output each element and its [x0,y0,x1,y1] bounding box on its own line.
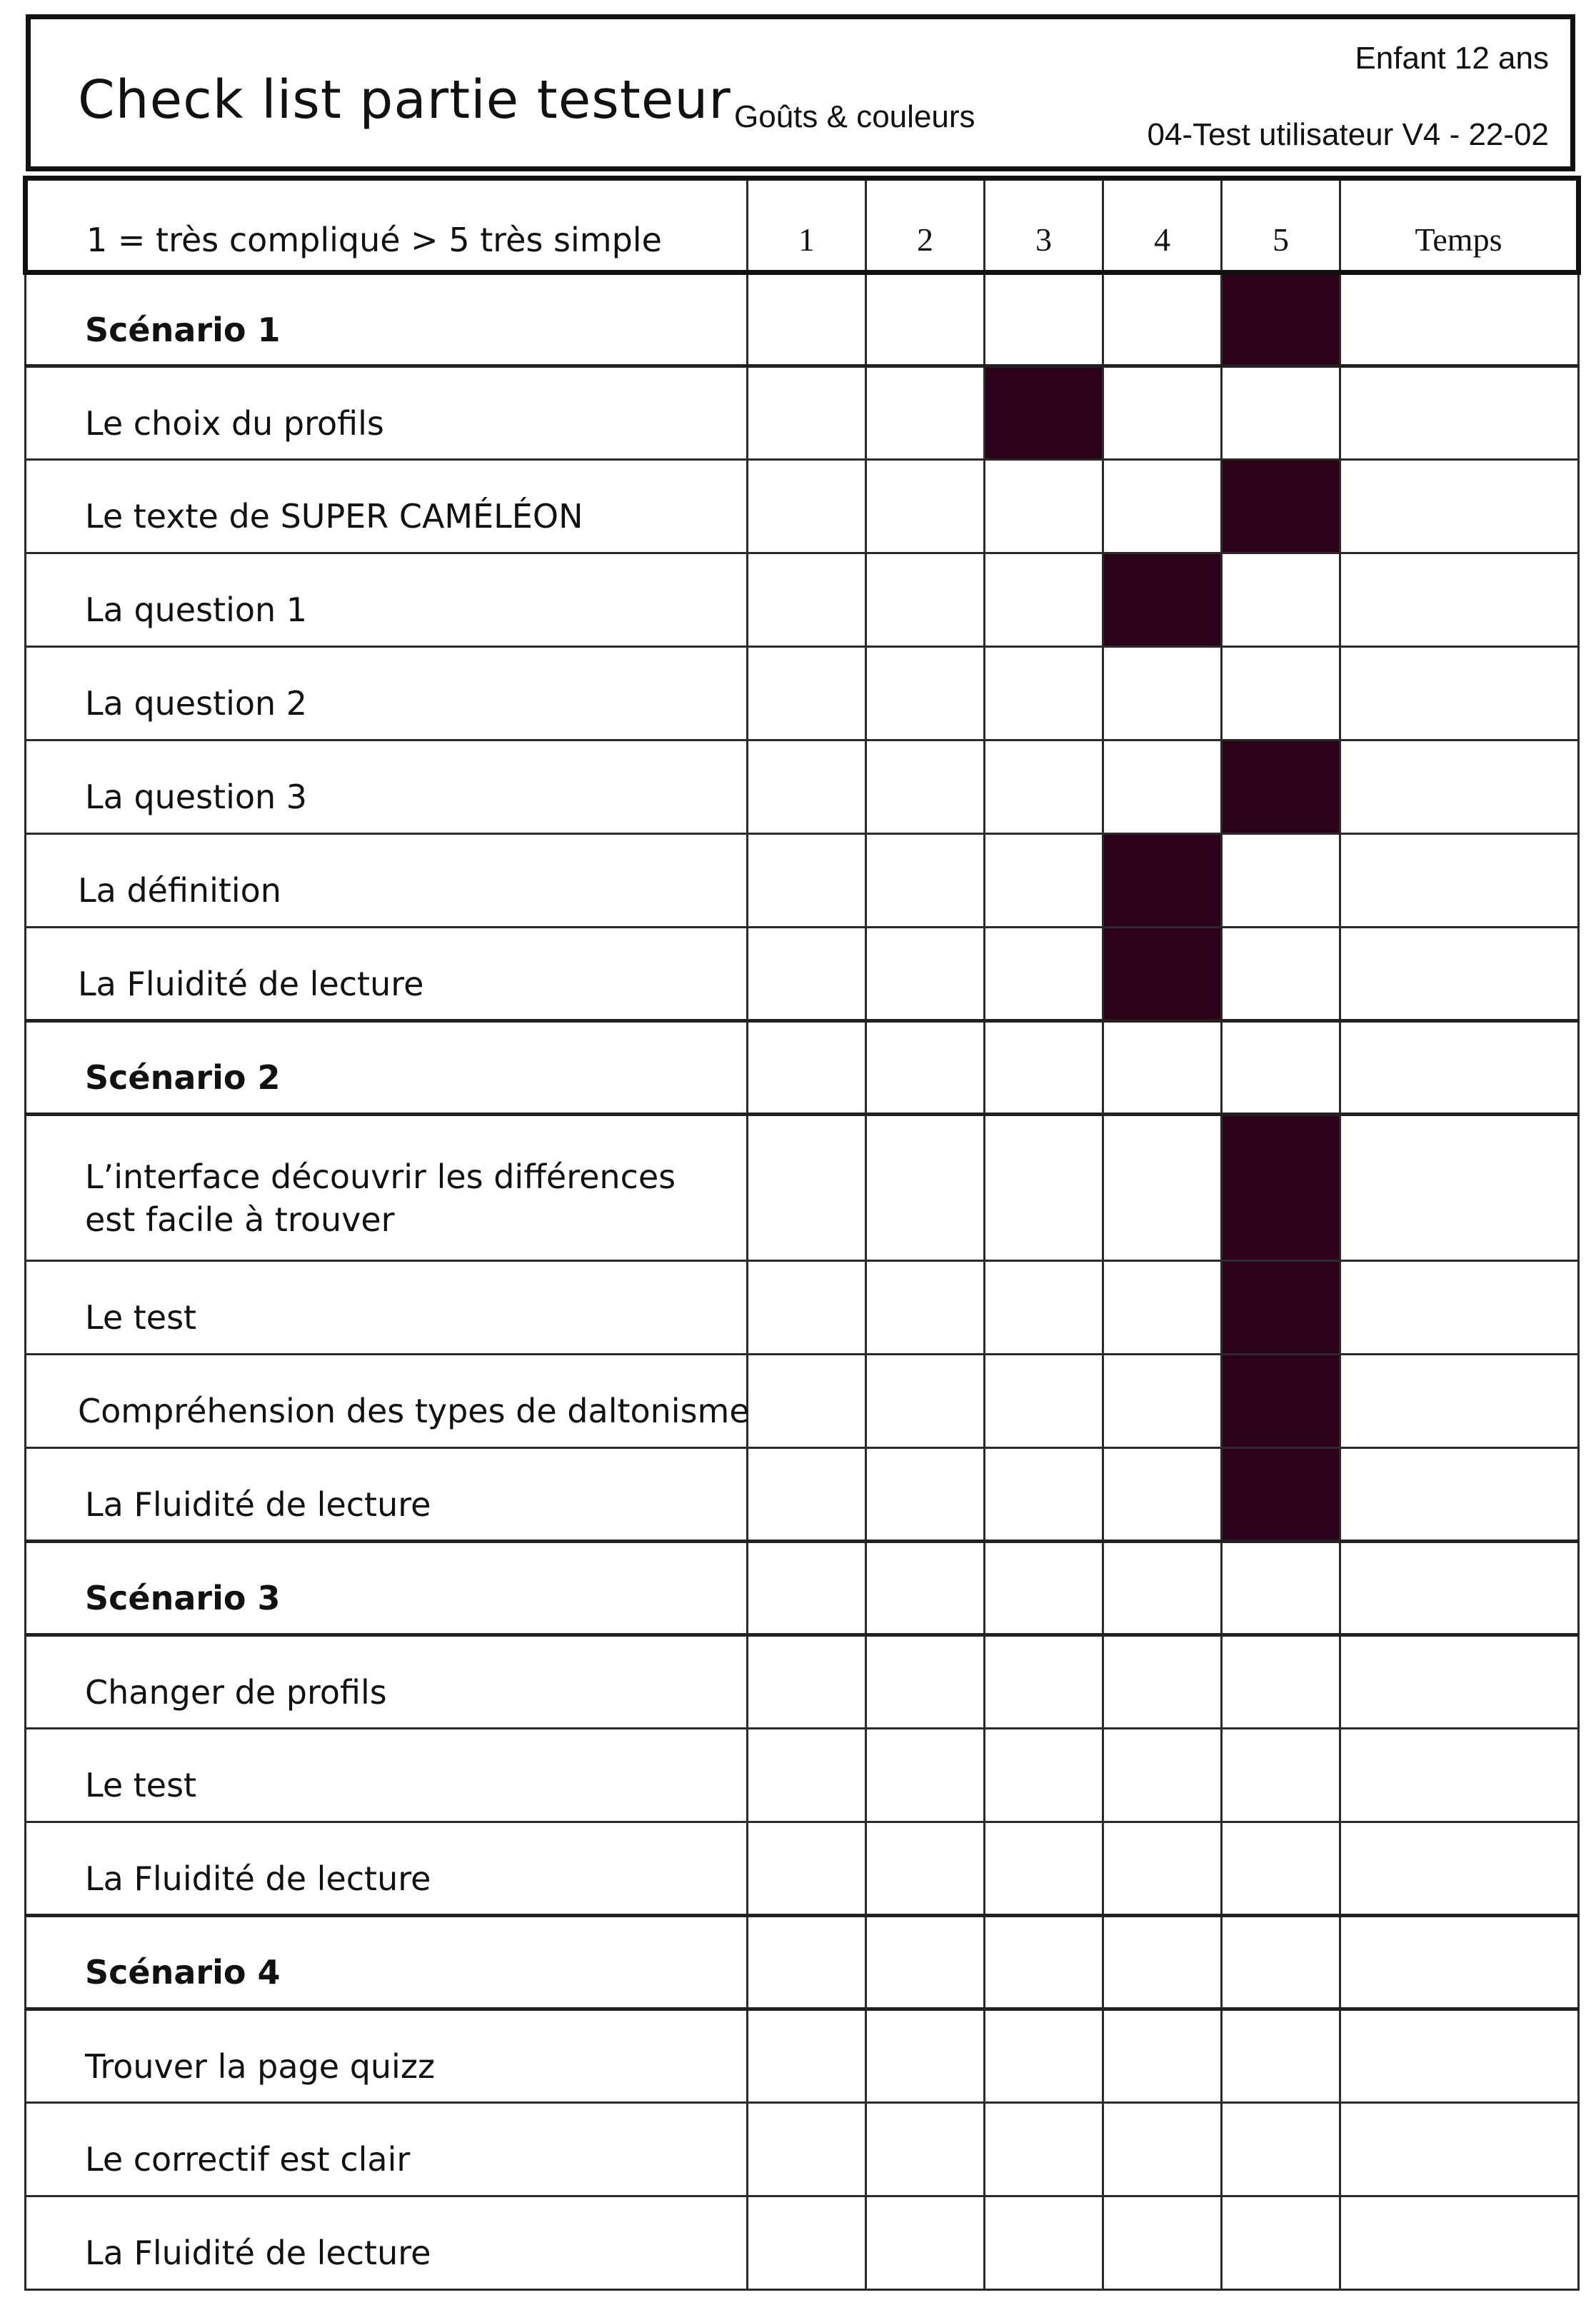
score-cell-2[interactable] [866,928,985,1021]
time-cell[interactable] [1340,366,1579,460]
criterion-label [26,2196,748,2290]
section-row [26,1021,1579,1115]
score-cell-2[interactable] [866,553,985,647]
score-cell-3[interactable] [985,1021,1103,1115]
score-cell-3[interactable] [985,1916,1103,2009]
table-row [26,1729,1579,1822]
score-cell-1[interactable] [748,2103,866,2196]
score-cell-4[interactable] [1103,834,1222,928]
criterion-text: Scénario 1 [85,310,281,349]
time-cell[interactable] [1340,1021,1579,1115]
score-cell-5[interactable] [1222,1542,1340,1635]
time-cell[interactable] [1340,740,1579,834]
score-cell-3[interactable] [985,1115,1103,1261]
score-cell-1[interactable] [748,834,866,928]
criterion-text: La Fluidité de lecture [85,1485,431,1524]
table-row [26,2196,1579,2290]
score-cell-5[interactable] [1222,1635,1340,1729]
table-row [26,1822,1579,1916]
table-row [26,647,1579,740]
criterion-label [26,366,748,460]
score-cell-1[interactable] [748,740,866,834]
score-cell-5[interactable] [1222,2103,1340,2196]
column-header-3: 3 [985,179,1103,273]
score-cell-2[interactable] [866,460,985,553]
table-row [26,460,1579,553]
criterion-text-line2: est facile à trouver [85,1200,395,1239]
checklist-rows [26,273,1579,2290]
score-cell-3[interactable] [985,1261,1103,1355]
section-row [26,1542,1579,1635]
time-cell[interactable] [1340,834,1579,928]
score-cell-2[interactable] [866,834,985,928]
criterion-text: L’interface découvrir les différences [85,1157,676,1196]
criterion-text: La question 2 [85,684,308,723]
score-cell-1[interactable] [748,2009,866,2103]
score-cell-3[interactable] [985,2009,1103,2103]
time-cell[interactable] [1340,1635,1579,1729]
score-cell-3[interactable] [985,1729,1103,1822]
score-cell-2[interactable] [866,647,985,740]
score-cell-5[interactable] [1222,1355,1340,1448]
criterion-label [26,647,748,740]
test-version: 04-Test utilisateur V4 - 22-02 [1147,117,1549,152]
table-row [26,740,1579,834]
score-cell-5[interactable] [1222,1261,1340,1355]
section-title [26,1021,748,1115]
time-cell[interactable] [1340,1355,1579,1448]
table-row [26,1635,1579,1729]
score-cell-2[interactable] [866,1729,985,1822]
score-cell-3[interactable] [985,1355,1103,1448]
score-cell-4[interactable] [1103,1261,1222,1355]
scale-legend: 1 = très compliqué > 5 très simple [26,179,748,273]
score-cell-4[interactable] [1103,1542,1222,1635]
criterion-label [26,1822,748,1916]
score-cell-2[interactable] [866,1916,985,2009]
criterion-text: La question 3 [85,778,308,816]
criterion-label [26,1729,748,1822]
score-cell-4[interactable] [1103,2009,1222,2103]
score-cell-1[interactable] [748,1542,866,1635]
score-cell-5[interactable] [1222,460,1340,553]
score-cell-1[interactable] [748,2196,866,2290]
score-cell-5[interactable] [1222,740,1340,834]
score-cell-3[interactable] [985,2196,1103,2290]
score-cell-4[interactable] [1103,2196,1222,2290]
section-title [26,273,748,366]
score-cell-1[interactable] [748,1729,866,1822]
score-cell-2[interactable] [866,740,985,834]
score-cell-3[interactable] [985,834,1103,928]
criterion-label [26,460,748,553]
score-cell-1[interactable] [748,1261,866,1355]
time-cell[interactable] [1340,1822,1579,1916]
section-title [26,1542,748,1635]
score-cell-4[interactable] [1103,928,1222,1021]
time-cell[interactable] [1340,1115,1579,1261]
score-cell-3[interactable] [985,460,1103,553]
project-subtitle: Goûts & couleurs [734,99,975,134]
score-cell-3[interactable] [985,553,1103,647]
score-cell-1[interactable] [748,1115,866,1261]
table-row [26,1115,1579,1261]
column-header-1: 1 [748,179,866,273]
table-row [26,1261,1579,1355]
section-row [26,273,1579,366]
criterion-text: Trouver la page quizz [85,2047,436,2086]
score-cell-5[interactable] [1222,928,1340,1021]
time-cell[interactable] [1340,553,1579,647]
table-row [26,1355,1579,1448]
score-cell-4[interactable] [1103,1916,1222,2009]
score-cell-3[interactable] [985,928,1103,1021]
score-cell-4[interactable] [1103,740,1222,834]
score-cell-2[interactable] [866,2196,985,2290]
time-cell[interactable] [1340,1729,1579,1822]
column-header-4: 4 [1103,179,1222,273]
score-cell-2[interactable] [866,1635,985,1729]
score-cell-3[interactable] [985,2103,1103,2196]
score-cell-1[interactable] [748,460,866,553]
score-cell-1[interactable] [748,1355,866,1448]
criterion-text: Le choix du profils [85,403,384,443]
table-row [26,2103,1579,2196]
score-cell-4[interactable] [1103,1355,1222,1448]
criterion-label [26,1115,748,1261]
score-cell-1[interactable] [748,366,866,460]
section-row [26,1916,1579,2009]
table-row [26,553,1579,647]
score-cell-4[interactable] [1103,1635,1222,1729]
score-cell-2[interactable] [866,366,985,460]
criterion-text: Changer de profils [85,1672,387,1712]
score-cell-4[interactable] [1103,366,1222,460]
score-cell-3[interactable] [985,740,1103,834]
time-cell[interactable] [1340,928,1579,1021]
time-cell[interactable] [1340,273,1579,366]
score-cell-2[interactable] [866,1542,985,1635]
criterion-text: La Fluidité de lecture [85,1859,431,1898]
score-cell-1[interactable] [748,273,866,366]
score-cell-5[interactable] [1222,834,1340,928]
time-cell[interactable] [1340,2103,1579,2196]
table-row [26,834,1579,928]
score-cell-4[interactable] [1103,647,1222,740]
score-cell-4[interactable] [1103,1021,1222,1115]
time-cell[interactable] [1340,1448,1579,1542]
score-cell-3[interactable] [985,366,1103,460]
score-cell-3[interactable] [985,1822,1103,1916]
criterion-label [26,1261,748,1355]
score-cell-5[interactable] [1222,647,1340,740]
criterion-label [26,928,748,1021]
score-cell-4[interactable] [1103,273,1222,366]
criterion-label [26,553,748,647]
score-cell-5[interactable] [1222,273,1340,366]
score-cell-2[interactable] [866,1115,985,1261]
score-cell-3[interactable] [985,273,1103,366]
criterion-text: Le texte de SUPER CAMÉLÉON [85,497,583,536]
score-cell-1[interactable] [748,928,866,1021]
time-cell[interactable] [1340,460,1579,553]
score-cell-4[interactable] [1103,1729,1222,1822]
criterion-text: La définition [78,871,281,910]
score-cell-2[interactable] [866,2103,985,2196]
table-row [26,2009,1579,2103]
criterion-text: Le correctif est clair [85,2140,411,2179]
criterion-text: Scénario 4 [85,1953,281,1992]
criterion-text: Le test [85,1766,197,1804]
time-cell[interactable] [1340,2196,1579,2290]
score-cell-5[interactable] [1222,1115,1340,1261]
score-cell-2[interactable] [866,1822,985,1916]
time-cell[interactable] [1340,2009,1579,2103]
table-row [26,928,1579,1021]
page-title: Check list partie testeur [78,69,731,131]
score-cell-4[interactable] [1103,2103,1222,2196]
criterion-text: Scénario 2 [85,1058,281,1097]
score-cell-2[interactable] [866,1261,985,1355]
score-cell-4[interactable] [1103,1448,1222,1542]
score-cell-2[interactable] [866,1448,985,1542]
score-cell-1[interactable] [748,1916,866,2009]
score-cell-5[interactable] [1222,1822,1340,1916]
score-cell-3[interactable] [985,647,1103,740]
section-title [26,1916,748,2009]
score-cell-2[interactable] [866,1355,985,1448]
score-cell-4[interactable] [1103,553,1222,647]
criterion-label [26,740,748,834]
time-cell[interactable] [1340,1916,1579,2009]
criterion-text: La question 1 [85,591,308,629]
time-cell[interactable] [1340,647,1579,740]
score-cell-5[interactable] [1222,366,1340,460]
checklist-table [23,176,1581,2291]
criterion-label [26,2103,748,2196]
score-cell-2[interactable] [866,2009,985,2103]
score-cell-1[interactable] [748,1021,866,1115]
table-header-row [26,179,1579,273]
criterion-text: Le test [85,1298,197,1337]
score-cell-4[interactable] [1103,460,1222,553]
criterion-label [26,2009,748,2103]
time-cell[interactable] [1340,1261,1579,1355]
score-cell-5[interactable] [1222,1729,1340,1822]
tester-profile: Enfant 12 ans [1355,41,1549,76]
score-cell-1[interactable] [748,553,866,647]
score-cell-4[interactable] [1103,1115,1222,1261]
score-cell-5[interactable] [1222,553,1340,647]
column-header-2: 2 [866,179,985,273]
score-cell-4[interactable] [1103,1822,1222,1916]
score-cell-5[interactable] [1222,2009,1340,2103]
criterion-label [26,834,748,928]
table-row [26,366,1579,460]
score-cell-2[interactable] [866,273,985,366]
score-cell-5[interactable] [1222,2196,1340,2290]
criterion-label [26,1635,748,1729]
score-cell-3[interactable] [985,1635,1103,1729]
column-header-time: Temps [1340,179,1579,273]
score-cell-3[interactable] [985,1542,1103,1635]
criterion-label [26,1355,748,1448]
score-cell-1[interactable] [748,1448,866,1542]
score-cell-3[interactable] [985,1448,1103,1542]
score-cell-1[interactable] [748,1635,866,1729]
score-cell-1[interactable] [748,1822,866,1916]
score-cell-2[interactable] [866,1021,985,1115]
score-cell-5[interactable] [1222,1021,1340,1115]
score-cell-5[interactable] [1222,1448,1340,1542]
header-box [26,14,1575,171]
score-cell-5[interactable] [1222,1916,1340,2009]
criterion-text: Compréhension des types de daltonisme [78,1392,750,1430]
column-header-5: 5 [1222,179,1340,273]
criterion-label [26,1448,748,1542]
table-row [26,1448,1579,1542]
criterion-text: La Fluidité de lecture [85,2234,431,2272]
criterion-text: La Fluidité de lecture [78,964,424,1003]
time-cell[interactable] [1340,1542,1579,1635]
score-cell-1[interactable] [748,647,866,740]
criterion-text: Scénario 3 [85,1579,281,1617]
